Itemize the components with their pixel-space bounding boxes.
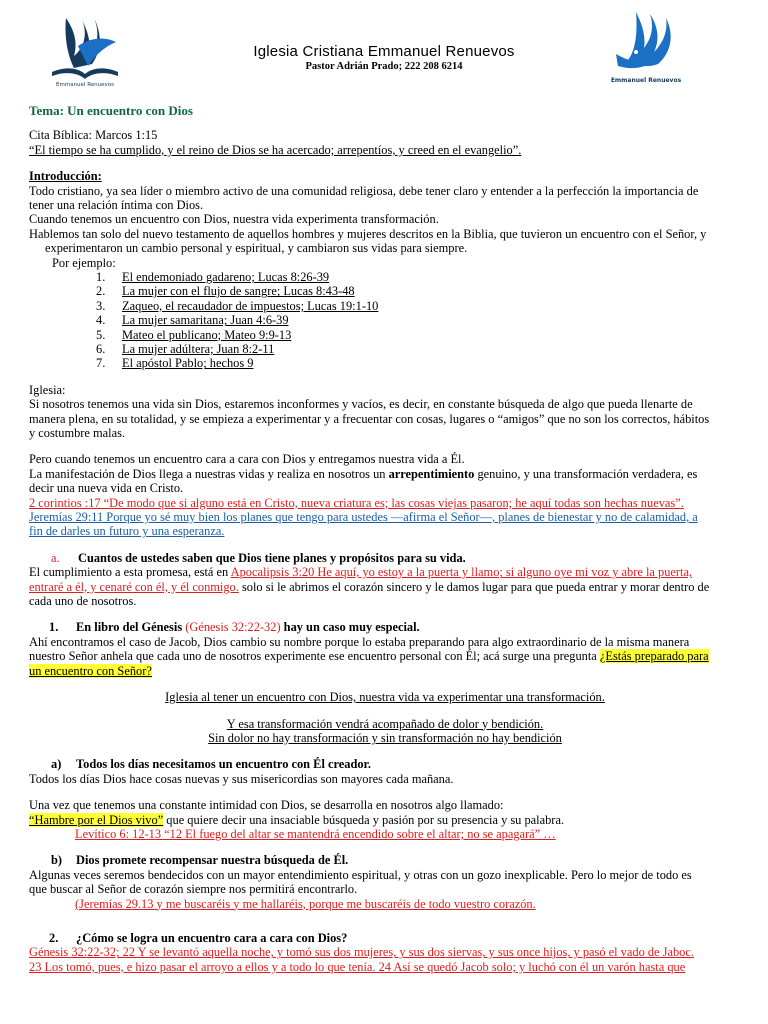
center-statement: Y esa transformación vendrá acompañado de dolor y bendición. <box>226 716 544 731</box>
point-2-heading: 2. ¿Cómo se logra un encuentro cara a cara con Dios? <box>49 930 348 945</box>
manifestacion-line: La manifestación de Dios llega a nuestras vidas y realiza en nosotros un arrepentimiento genuino, y una transformación verdadera, es <box>29 466 698 481</box>
sub-b-heading: b) Dios promete recompensar nuestra búsqueda de Él. <box>51 853 349 868</box>
intro-heading: Introducción: <box>29 169 102 184</box>
cumplimiento-line: cada uno de nosotros. <box>29 594 137 609</box>
intro-line: experimentaron un cambio personal y espiritual, y cambiaron sus vidas para siempre. <box>45 241 468 256</box>
list-item: 3. Zaqueo, el recaudador de impuestos; Lucas 19:1-10 <box>96 298 379 313</box>
logo-right-caption: Emmanuel Renuevos <box>610 77 682 84</box>
jacob-line: nuestro Señor anhela que cada uno de nosotros experimente ese encuentro personal con Él; acá surge una pregunta ¿Estás preparado para <box>29 649 709 664</box>
iglesia-line: manera plena, en su totalidad, y se empieza a experimentar y a frecuentar con cosas, lugares o “amigos” que no son los correctos, hábitos <box>29 411 710 426</box>
list-item: 6. La mujer adúltera; Juan 8:2-11 <box>96 342 275 357</box>
jacob-line: un encuentro con Señor? <box>29 663 152 678</box>
church-name: Iglesia Cristiana Emmanuel Renuevos <box>253 43 515 60</box>
list-item: 1. El endemoniado gadareno; Lucas 8:26-39 <box>96 270 330 285</box>
jacob-line: Ahí encontramos el caso de Jacob, Dios cambio su nombre porque lo estaba preparando para algo extraordinario de la misma manera <box>29 634 690 649</box>
intro-line: Cuando tenemos un encuentro con Dios, nuestra vida experimenta transformación. <box>29 212 439 227</box>
hambre-line: “Hambre por el Dios vivo” que quiere decir una insaciable búsqueda y pasión por su presencia y su palabra. <box>29 812 565 827</box>
list-item: 5. Mateo el publicano; Mateo 9:9-13 <box>96 327 292 342</box>
logo-left-caption: Emmanuel Renuevos <box>56 82 114 88</box>
center-statement: Iglesia al tener un encuentro con Dios, nuestra vida va experimentar una transformación. <box>165 690 605 705</box>
sub-a-heading: a) Todos los días necesitamos un encuentro con Él creador. <box>51 757 371 772</box>
cita-text: “El tiempo se ha cumplido, y el reino de Dios se ha acercado; arrepentíos, y creed en el evangelio”. <box>29 142 522 157</box>
list-item: 7. El apóstol Pablo; hechos 9 <box>96 356 254 371</box>
hambre-line: Una vez que tenemos una constante intimidad con Dios, se desarrolla en nosotros algo llamado: <box>29 798 504 813</box>
letterhead <box>0 0 768 100</box>
pero-line: Pero cuando tenemos un encuentro cara a cara con Dios y entregamos nuestra vida a Él. <box>29 452 465 467</box>
iglesia-line: y costumbre malas. <box>29 426 126 441</box>
point-a-heading: a. Cuantos de ustedes saben que Dios tiene planes y propósitos para su vida. <box>51 550 466 565</box>
list-item: 2. La mujer con el flujo de sangre; Lucas 8:43-48 <box>96 284 355 299</box>
corintios-verse: 2 corintios :17 “De modo que si alguno está en Cristo, nueva criatura es; las cosas viejas pasaron; he aquí todas son hechas nuevas”. <box>29 495 684 510</box>
cumplimiento-line: entraré a él, y cenaré con él, y él conmigo. solo si le abrimos el corazón sincero y le damos lugar para que pueda entrar y morar dentro de <box>29 579 710 594</box>
manifestacion-line2: decir una nueva vida en Cristo. <box>29 481 184 496</box>
sub-a-text: Todos los días Dios hace cosas nuevas y sus misericordias son mayores cada mañana. <box>29 771 454 786</box>
intro-line: Hablemos tan solo del nuevo testamento de aquellos hombres y mujeres descritos en la Biblia, que tuvieron un encuentro con el Señor, y <box>29 226 707 241</box>
list-item: 4. La mujer samaritana; Juan 4:6-39 <box>96 313 289 328</box>
iglesia-label: Iglesia: <box>29 382 66 397</box>
sermon-title: Tema: Un encuentro con Dios <box>29 103 193 118</box>
cumplimiento-line: El cumplimiento a esta promesa, está en Apocalipsis 3:20 He aquí, yo estoy a la puerta y llamo; si alguno oye mi voz y abre la puerta, <box>29 565 693 580</box>
center-statement: Sin dolor no hay transformación y sin transformación no hay bendición <box>208 730 562 745</box>
church-logo-right <box>606 8 686 88</box>
pastor-line: Pastor Adrián Prado; 222 208 6214 <box>305 61 463 72</box>
jeremias-verse: fin de darles un futuro y una esperanza. <box>29 524 225 539</box>
intro-line: tener una relación íntima con Dios. <box>29 198 204 213</box>
por-ejemplo: Por ejemplo: <box>52 255 116 270</box>
iglesia-line: Si nosotros tenemos una vida sin Dios, estaremos inconformes y vacíos, es decir, en constante búsqueda de algo que pueda llenarte de <box>29 397 693 412</box>
sub-b-text: Algunas veces seremos bendecidos con un mayor entendimiento espiritual, y otras con un gozo inexplicable. Pero lo mejor de todo es <box>29 867 692 882</box>
jeremias-verse: Jeremías 29:11 Porque yo sé muy bien los planes que tengo para ustedes —afirma el Señor—, planes de bienestar y no de calamidad, a <box>29 510 698 525</box>
cita-label: Cita Bíblica: Marcos 1:15 <box>29 128 158 143</box>
levitico-verse: Levítico 6: 12-13 “12 El fuego del altar se mantendrá encendido sobre el altar; no se apagará” … <box>75 826 556 841</box>
jeremias2-verse: (Jeremías 29.13 y me buscaréis y me hallaréis, porque me buscaréis de todo vuestro corazón. <box>75 896 536 911</box>
sub-b-text: que buscar al Señor de corazón siempre nos permitirá encontrarlo. <box>29 882 358 897</box>
point-1-heading: 1. En libro del Génesis (Génesis 32:22-32) hay un caso muy especial. <box>49 620 420 635</box>
genesis-verse: Génesis 32:22-32; 22 Y se levantó aquella noche, y tomó sus dos mujeres, y sus dos siervas, y sus once hijos, y pasó el vado de Jaboc. <box>29 945 694 960</box>
document-body <box>29 104 741 974</box>
intro-line: Todo cristiano, ya sea líder o miembro activo de una comunidad religiosa, debe tener claro y entender a la perfección la importancia de <box>29 183 699 198</box>
examples-list <box>29 270 741 371</box>
genesis-verse: 23 Los tomó, pues, e hizo pasar el arroyo a ellos y a todo lo que tenía. 24 Así se quedó Jacob solo; y luchó con él un varón hasta que <box>29 959 686 974</box>
